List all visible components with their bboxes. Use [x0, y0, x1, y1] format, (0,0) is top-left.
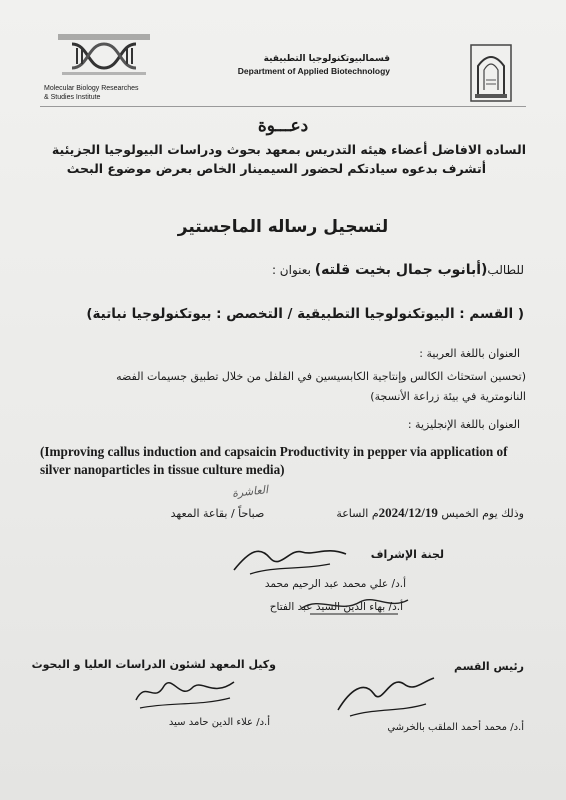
- committee-label: لجنة الإشراف: [370, 548, 444, 561]
- institute-name-line1: Molecular Biology Researches: [44, 85, 139, 92]
- seminar-date: 2024/12/19: [378, 505, 438, 520]
- time-label: م الساعة: [336, 507, 379, 520]
- arabic-title-line2: النانومترية في بيئة زراعة الأنسجة): [370, 390, 526, 403]
- signature-department-head: [330, 670, 440, 720]
- committee-member-1: أ.د/ علي محمد عبد الرحيم محمد: [264, 578, 406, 590]
- schedule-prefix: وذلك يوم الخميس: [441, 507, 524, 520]
- committee-member-2: أ.د/ بهاء الدين السيد عبد الفتاح: [269, 601, 403, 613]
- student-line: [272, 262, 524, 278]
- schedule-line: [171, 505, 524, 521]
- student-suffix: بعنوان :: [271, 263, 311, 277]
- schedule-suffix: صباحاً / بقاعة المعهد: [170, 507, 265, 520]
- header-divider: [40, 106, 526, 107]
- invitation-line: أتشرف بدعوه سيادتكم لحضور السيمينار الخاص بعرض موضوع البحث: [66, 161, 486, 176]
- seminar-subject: لتسجيل رساله الماجستير: [177, 217, 389, 237]
- invitation-title: دعـــوة: [257, 116, 309, 136]
- department-head-name: أ.د/ محمد أحمد الملقب بالخرشي: [387, 722, 524, 733]
- department-name-ar: قسمالبيوتكنولوجيا التطبيقية: [263, 54, 390, 64]
- vice-dean-name: أ.د/ علاء الدين حامد سيد: [168, 717, 270, 728]
- signature-committee-2: [300, 590, 410, 620]
- english-title-label: العنوان باللغة الإنجليزية :: [407, 418, 520, 431]
- institute-name-line2: & Studies Institute: [44, 94, 101, 101]
- arabic-title-line1: (تحسين استحثاث الكالس وإنتاجية الكابسيسين في الفلفل من خلال تطبيق جسيمات الفضه: [116, 370, 526, 383]
- mbrsi-dna-logo-icon: [58, 34, 150, 76]
- assiut-university-logo-icon: [470, 44, 512, 102]
- salutation-line: الساده الافاضل أعضاء هيئه التدريس بمعهد بحوث ودراسات البيولوجيا الجزيئية: [51, 142, 526, 157]
- department-name-en: Department of Applied Biotechnology: [237, 66, 390, 76]
- department-specialization: ( القسم : البيوتكنولوجيا التطبيقية / التخصص : بيوتكنولوجيا نباتية): [86, 306, 524, 322]
- institute-name: [44, 84, 139, 102]
- english-title: (Improving callus induction and capsaicin Productivity in pepper via application of silver nanoparticles in tissue culture media): [40, 444, 508, 477]
- arabic-title-label: العنوان باللغة العربية :: [419, 347, 520, 360]
- department-head-role: رئيس القسم: [454, 660, 524, 673]
- handwritten-time: العاشرة: [231, 483, 269, 500]
- signature-vice-dean: [130, 670, 240, 716]
- student-name: (أبانوب جمال بخيت قلته): [314, 262, 488, 278]
- signature-committee-1: [230, 540, 350, 580]
- student-prefix: للطالب: [487, 263, 524, 277]
- vice-dean-role: وكيل المعهد لشئون الدراسات العليا و البحوث: [31, 658, 276, 671]
